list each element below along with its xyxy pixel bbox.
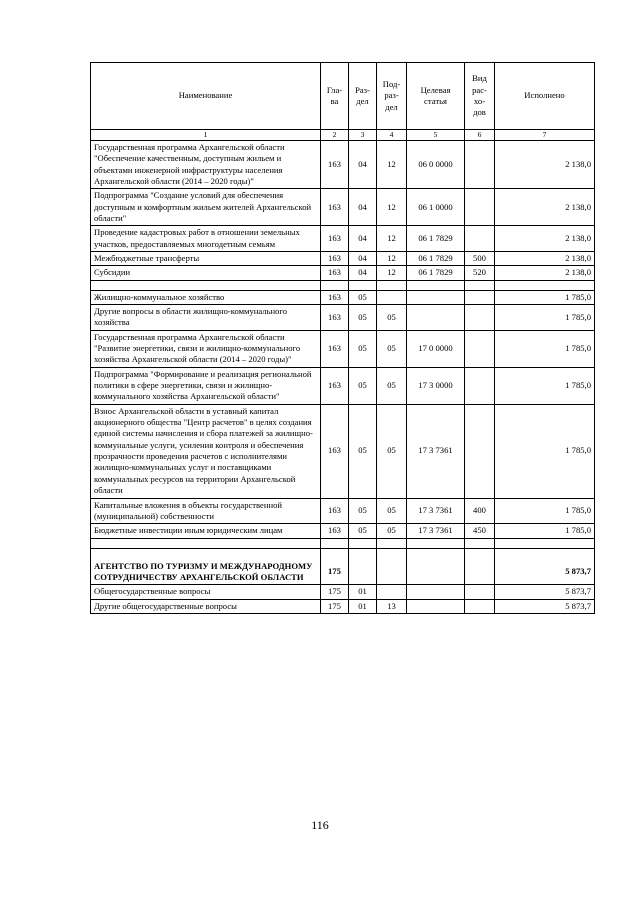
cell-section: 04 (349, 251, 377, 265)
cell-subsection: 05 (377, 367, 407, 404)
cell-executed: 2 138,0 (495, 266, 595, 280)
cell-section (349, 548, 377, 585)
header-target: Целевая статья (407, 63, 465, 130)
column-number: 3 (349, 130, 377, 141)
spacer-cell (495, 280, 595, 290)
cell-chapter: 163 (321, 404, 349, 498)
cell-subsection: 05 (377, 305, 407, 331)
cell-subsection: 12 (377, 251, 407, 265)
spacer-cell (377, 280, 407, 290)
cell-chapter: 163 (321, 367, 349, 404)
table-body (91, 140, 595, 613)
cell-chapter: 163 (321, 524, 349, 538)
cell-expense-type (465, 367, 495, 404)
column-number-row (91, 130, 595, 141)
cell-name: Подпрограмма "Создание условий для обеспечения доступным и комфортным жильем жителей Архангельской области" (91, 189, 321, 226)
cell-name: Жилищно-коммунальное хозяйство (91, 290, 321, 304)
cell-subsection: 12 (377, 266, 407, 280)
cell-subsection (377, 548, 407, 585)
table-row (91, 404, 595, 498)
cell-target: 06 0 0000 (407, 140, 465, 188)
cell-expense-type (465, 189, 495, 226)
page-number: 116 (311, 818, 329, 832)
cell-target (407, 599, 465, 613)
cell-chapter: 163 (321, 266, 349, 280)
spacer-cell (465, 538, 495, 548)
spacer-cell (407, 538, 465, 548)
cell-subsection: 05 (377, 330, 407, 367)
cell-name: Капитальные вложения в объекты государственной (муниципальной) собственности (91, 498, 321, 524)
cell-target (407, 305, 465, 331)
cell-target: 06 1 0000 (407, 189, 465, 226)
cell-name: Взнос Архангельской области в уставный капитал акционерного общества "Центр расчетов" в целях создания единой системы начисления и сбора платежей за жилищно-коммунальные услуги, усиления контроля и обеспечения прозрачности проведения расчетов с исполнителями жилищно-коммунальных услуг и поставщиками коммунальных ресурсов на территории Архангельской области (91, 404, 321, 498)
cell-chapter: 163 (321, 140, 349, 188)
cell-section: 05 (349, 524, 377, 538)
spacer-cell (349, 280, 377, 290)
cell-executed: 5 873,7 (495, 548, 595, 585)
cell-executed: 1 785,0 (495, 367, 595, 404)
cell-expense-type: 400 (465, 498, 495, 524)
cell-executed: 2 138,0 (495, 140, 595, 188)
table-row (91, 266, 595, 280)
cell-executed: 1 785,0 (495, 404, 595, 498)
cell-target: 06 1 7829 (407, 226, 465, 252)
cell-expense-type (465, 404, 495, 498)
cell-name: Бюджетные инвестиции иным юридическим лицам (91, 524, 321, 538)
spacer-cell (377, 538, 407, 548)
spacer-cell (349, 538, 377, 548)
cell-expense-type (465, 140, 495, 188)
spacer-row (91, 280, 595, 290)
cell-target (407, 290, 465, 304)
cell-executed: 2 138,0 (495, 251, 595, 265)
cell-expense-type (465, 585, 495, 599)
cell-subsection: 05 (377, 404, 407, 498)
cell-executed: 1 785,0 (495, 305, 595, 331)
column-number: 6 (465, 130, 495, 141)
header-subsection: Под- раз- дел (377, 63, 407, 130)
cell-target: 17 3 7361 (407, 524, 465, 538)
column-number: 1 (91, 130, 321, 141)
column-number: 2 (321, 130, 349, 141)
table-row (91, 140, 595, 188)
cell-section: 04 (349, 189, 377, 226)
header-expense-type: Вид рас- хо- дов (465, 63, 495, 130)
cell-expense-type (465, 548, 495, 585)
cell-target: 17 3 7361 (407, 404, 465, 498)
header-chapter: Гла- ва (321, 63, 349, 130)
column-number: 4 (377, 130, 407, 141)
cell-subsection: 05 (377, 498, 407, 524)
header-name: Наименование (91, 63, 321, 130)
cell-name: Подпрограмма "Формирование и реализация региональной политики в сфере энергетики, связи и жилищно-коммунального хозяйства Архангельской области" (91, 367, 321, 404)
cell-executed: 5 873,7 (495, 599, 595, 613)
spacer-cell (91, 280, 321, 290)
cell-executed: 1 785,0 (495, 524, 595, 538)
spacer-row (91, 538, 595, 548)
cell-chapter: 175 (321, 585, 349, 599)
cell-chapter: 163 (321, 290, 349, 304)
table-row (91, 290, 595, 304)
cell-section: 04 (349, 266, 377, 280)
cell-section: 05 (349, 498, 377, 524)
table-row (91, 524, 595, 538)
cell-chapter: 163 (321, 251, 349, 265)
cell-expense-type: 520 (465, 266, 495, 280)
cell-name: Государственная программа Архангельской области "Развитие энергетики, связи и жилищно-коммунального хозяйства Архангельской области (2014 – 2020 годы)" (91, 330, 321, 367)
cell-target: 17 0 0000 (407, 330, 465, 367)
header-executed: Исполнено (495, 63, 595, 130)
spacer-cell (407, 280, 465, 290)
spacer-cell (495, 538, 595, 548)
cell-expense-type (465, 599, 495, 613)
cell-expense-type: 500 (465, 251, 495, 265)
cell-subsection (377, 290, 407, 304)
cell-executed: 5 873,7 (495, 585, 595, 599)
cell-expense-type (465, 226, 495, 252)
cell-target (407, 585, 465, 599)
cell-section: 05 (349, 404, 377, 498)
cell-section: 05 (349, 330, 377, 367)
cell-section: 05 (349, 367, 377, 404)
cell-executed: 1 785,0 (495, 330, 595, 367)
cell-name: Государственная программа Архангельской области "Обеспечение качественным, доступным жильем и объектами инженерной инфраструктуры населения Архангельской области (2014 – 2020 годы)" (91, 140, 321, 188)
cell-name: Субсидии (91, 266, 321, 280)
spacer-cell (321, 280, 349, 290)
cell-chapter: 163 (321, 226, 349, 252)
column-number: 7 (495, 130, 595, 141)
cell-executed: 1 785,0 (495, 290, 595, 304)
cell-section: 05 (349, 305, 377, 331)
cell-subsection: 13 (377, 599, 407, 613)
cell-section: 05 (349, 290, 377, 304)
cell-executed: 1 785,0 (495, 498, 595, 524)
cell-expense-type: 450 (465, 524, 495, 538)
table-row (91, 251, 595, 265)
cell-name: Другие вопросы в области жилищно-коммунального хозяйства (91, 305, 321, 331)
table-row (91, 226, 595, 252)
cell-chapter: 163 (321, 330, 349, 367)
table-row (91, 585, 595, 599)
cell-chapter: 163 (321, 305, 349, 331)
cell-executed: 2 138,0 (495, 226, 595, 252)
cell-section: 01 (349, 585, 377, 599)
cell-chapter: 163 (321, 498, 349, 524)
table-row (91, 548, 595, 585)
cell-name: Проведение кадастровых работ в отношении земельных участков, предоставляемых многодетным семьям (91, 226, 321, 252)
column-number: 5 (407, 130, 465, 141)
table-row (91, 305, 595, 331)
cell-name: Другие общегосударственные вопросы (91, 599, 321, 613)
cell-target: 06 1 7829 (407, 266, 465, 280)
cell-section: 04 (349, 140, 377, 188)
cell-subsection: 12 (377, 140, 407, 188)
cell-name: Общегосударственные вопросы (91, 585, 321, 599)
cell-section: 04 (349, 226, 377, 252)
cell-target (407, 548, 465, 585)
spacer-cell (91, 538, 321, 548)
cell-chapter: 175 (321, 548, 349, 585)
cell-subsection: 12 (377, 226, 407, 252)
cell-expense-type (465, 290, 495, 304)
table-row (91, 189, 595, 226)
cell-name: АГЕНТСТВО ПО ТУРИЗМУ И МЕЖДУНАРОДНОМУ СОТРУДНИЧЕСТВУ АРХАНГЕЛЬСКОЙ ОБЛАСТИ (91, 548, 321, 585)
table-row (91, 599, 595, 613)
table-row (91, 498, 595, 524)
cell-target: 06 1 7829 (407, 251, 465, 265)
cell-executed: 2 138,0 (495, 189, 595, 226)
spacer-cell (321, 538, 349, 548)
header-section: Раз- дел (349, 63, 377, 130)
table-header-row (91, 63, 595, 130)
cell-section: 01 (349, 599, 377, 613)
cell-target: 17 3 0000 (407, 367, 465, 404)
table-row (91, 367, 595, 404)
cell-chapter: 163 (321, 189, 349, 226)
budget-table (90, 62, 595, 614)
cell-expense-type (465, 305, 495, 331)
cell-chapter: 175 (321, 599, 349, 613)
cell-subsection (377, 585, 407, 599)
cell-name: Межбюджетные трансферты (91, 251, 321, 265)
spacer-cell (465, 280, 495, 290)
cell-target: 17 3 7361 (407, 498, 465, 524)
table-row (91, 330, 595, 367)
cell-subsection: 12 (377, 189, 407, 226)
cell-expense-type (465, 330, 495, 367)
cell-subsection: 05 (377, 524, 407, 538)
